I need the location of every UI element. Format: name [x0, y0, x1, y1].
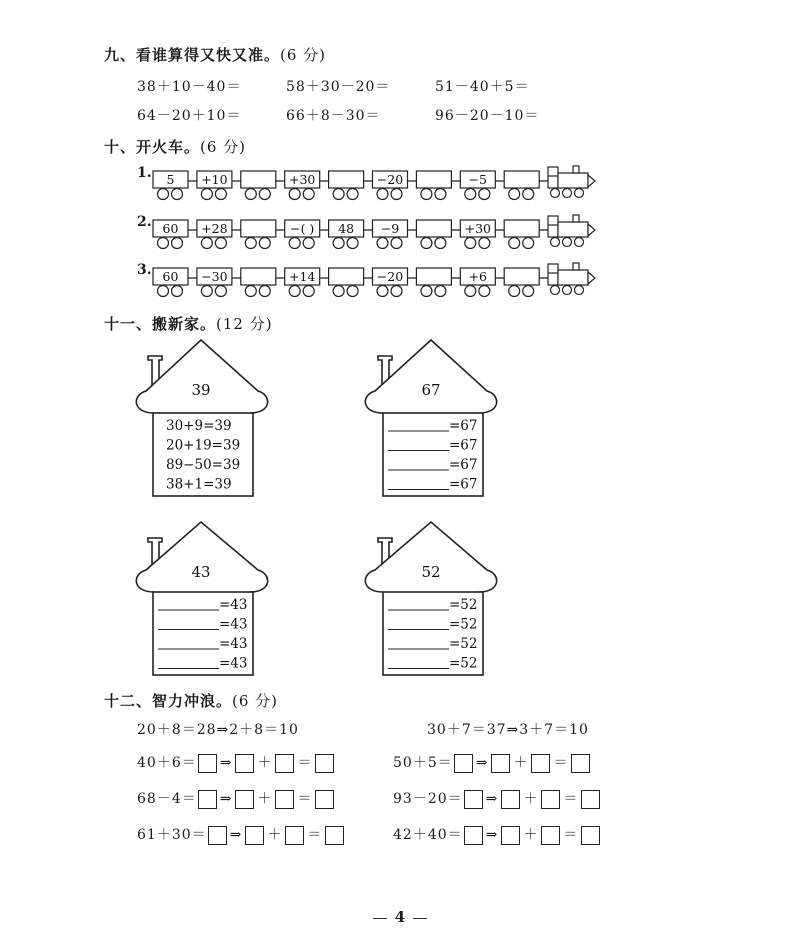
train-wheel	[435, 286, 446, 297]
answer-box[interactable]	[235, 790, 254, 809]
surf-problem-right-3	[393, 824, 601, 845]
train-car	[153, 220, 188, 249]
train-wheel	[158, 286, 169, 297]
arrow-symbol: ⇒	[229, 827, 243, 843]
train-wheel	[377, 286, 388, 297]
train-car-body	[241, 220, 276, 237]
locomotive-wheel	[563, 286, 572, 295]
arrow-symbol: ⇒	[485, 827, 499, 843]
example-equation: 30＋7＝37⇒3＋7＝10	[427, 722, 589, 738]
train-car-label: −30	[201, 269, 228, 284]
train-car	[416, 268, 451, 297]
plus-symbol: ＋	[257, 755, 273, 771]
answer-box[interactable]	[315, 790, 334, 809]
locomotive-wheel	[575, 238, 584, 247]
answer-box[interactable]	[198, 754, 217, 773]
train-car	[197, 220, 232, 249]
locomotive-wheel	[575, 286, 584, 295]
train-car-label: −9	[380, 221, 400, 236]
train-wheel	[201, 286, 212, 297]
house-icon	[365, 522, 496, 675]
calc-problem: 58＋30－20＝	[286, 79, 391, 95]
train-car-label: +30	[289, 172, 316, 187]
train	[153, 215, 595, 249]
train-car	[241, 268, 276, 297]
equals-symbol: ＝	[563, 791, 579, 807]
answer-box[interactable]	[541, 826, 560, 845]
arrow-symbol: ⇒	[219, 791, 233, 807]
train-car-body	[504, 220, 539, 237]
locomotive-chimney	[573, 215, 579, 222]
footer-dash	[373, 918, 387, 919]
train-car	[241, 171, 276, 200]
train-car-label: +6	[468, 269, 488, 284]
train-car-body	[416, 268, 451, 285]
section-10-points: (6 分)	[200, 138, 247, 156]
locomotive-wheel	[551, 286, 560, 295]
plus-symbol: ＋	[523, 827, 539, 843]
answer-box[interactable]	[245, 826, 264, 845]
train-car-label: −20	[376, 172, 404, 187]
answer-box[interactable]	[454, 754, 473, 773]
train-wheel	[509, 189, 520, 200]
train-wheel	[391, 286, 402, 297]
answer-box[interactable]	[464, 790, 483, 809]
locomotive-wheel	[551, 189, 560, 198]
locomotive-wheel	[563, 189, 572, 198]
train-car	[460, 220, 495, 249]
train-car	[373, 171, 408, 200]
house-equation: =52	[449, 655, 478, 672]
train-car	[504, 171, 539, 200]
answer-box[interactable]	[208, 826, 227, 845]
train-car	[197, 268, 232, 297]
train-wheel	[347, 189, 358, 200]
train-wheel	[377, 238, 388, 249]
locomotive-boiler	[558, 270, 588, 285]
answer-box[interactable]	[198, 790, 217, 809]
house-equation: =67	[449, 476, 478, 493]
plus-symbol: ＋	[513, 755, 529, 771]
house-equation: =52	[449, 597, 478, 613]
locomotive-wheel	[575, 189, 584, 198]
houses-diagram	[0, 330, 800, 690]
equals-symbol: ＝	[297, 755, 313, 771]
train-wheel	[245, 238, 256, 249]
train-wheel	[465, 286, 476, 297]
train-car-label: +30	[464, 221, 491, 236]
surf-expression: 40＋6＝	[137, 755, 197, 771]
train-wheel	[421, 238, 432, 249]
train-car-label: −20	[376, 269, 404, 284]
answer-box[interactable]	[571, 754, 590, 773]
equals-symbol: ＝	[297, 791, 313, 807]
house-equation: 89−50=39	[166, 457, 241, 473]
plus-symbol: ＋	[523, 791, 539, 807]
train-car-label: 48	[338, 221, 355, 236]
train-wheel	[259, 238, 270, 249]
train-wheel	[303, 286, 314, 297]
locomotive-nose	[588, 175, 595, 187]
locomotive-wheel	[563, 238, 572, 247]
train-car-body	[416, 220, 451, 237]
answer-box[interactable]	[541, 790, 560, 809]
calc-problem: 64－20＋10＝	[137, 108, 242, 124]
train-wheel	[421, 286, 432, 297]
arrow-symbol: ⇒	[475, 755, 489, 771]
arrow-symbol: ⇒	[485, 791, 499, 807]
equals-symbol: ＝	[563, 827, 579, 843]
train-wheel	[377, 189, 388, 200]
train-car-label: −5	[468, 172, 488, 187]
train-car	[329, 268, 364, 297]
answer-box[interactable]	[501, 790, 520, 809]
section-11-title: 十一、搬新家。	[104, 315, 217, 333]
house-equation: =43	[219, 597, 248, 613]
section-12-points: (6 分)	[232, 692, 279, 710]
locomotive-cab	[548, 264, 558, 285]
example-equation: 20＋8＝28⇒2＋8＝10	[137, 722, 299, 738]
train-label: 1.	[137, 165, 152, 181]
train-wheel	[201, 189, 212, 200]
equals-symbol: ＝	[307, 827, 323, 843]
house-roof	[365, 522, 496, 592]
train-wheel	[259, 286, 270, 297]
train-wheel	[303, 238, 314, 249]
train-car	[153, 268, 188, 297]
surf-problem-right-1	[393, 752, 591, 773]
train-car	[329, 220, 364, 249]
surf-problem-left-3	[137, 824, 345, 845]
train-car	[416, 171, 451, 200]
train-car	[285, 268, 320, 297]
train-wheel	[523, 286, 534, 297]
train-wheel	[391, 189, 402, 200]
train-car-body	[241, 268, 276, 285]
locomotive-boiler	[558, 222, 588, 237]
answer-box[interactable]	[581, 790, 600, 809]
page-footer	[0, 908, 800, 926]
train-wheel	[259, 189, 270, 200]
trains-diagram	[0, 0, 800, 310]
train-wheel	[421, 189, 432, 200]
house-equation: 20+19=39	[166, 437, 241, 454]
train-car-label: 60	[162, 269, 179, 284]
section-9-title: 九、看谁算得又快又准。	[104, 46, 281, 64]
answer-box[interactable]	[464, 826, 483, 845]
train-car	[460, 268, 495, 297]
surf-expression: 68－4＝	[137, 791, 197, 807]
train-car	[153, 171, 188, 200]
surf-problem-left-1	[137, 752, 335, 773]
house-icon	[365, 340, 496, 496]
answer-box[interactable]	[491, 754, 510, 773]
house-roof	[136, 522, 267, 592]
train-wheel	[158, 189, 169, 200]
train-wheel	[172, 189, 183, 200]
section-9-points: (6 分)	[280, 46, 327, 64]
locomotive-boiler	[558, 173, 588, 188]
train-wheel	[347, 238, 358, 249]
train	[153, 263, 595, 297]
house-equation: 38+1=39	[166, 476, 232, 493]
house-equation: 30+9=39	[166, 418, 232, 434]
plus-symbol: ＋	[267, 827, 283, 843]
house-equation: =67	[449, 418, 478, 434]
answer-box[interactable]	[235, 754, 254, 773]
train-car-body	[329, 268, 364, 285]
locomotive-cab	[548, 167, 558, 188]
train-wheel	[215, 189, 226, 200]
section-11-points: (12 分)	[216, 315, 273, 333]
locomotive-wheel	[551, 238, 560, 247]
plus-symbol: ＋	[257, 791, 273, 807]
house-icon	[136, 522, 267, 675]
locomotive-icon	[548, 215, 595, 247]
house-icon	[136, 340, 267, 496]
house-number: 67	[421, 381, 441, 399]
answer-box[interactable]	[275, 754, 294, 773]
train-car	[373, 268, 408, 297]
equals-symbol: ＝	[553, 755, 569, 771]
section-12-title: 十二、智力冲浪。	[104, 692, 233, 710]
train-wheel	[333, 189, 344, 200]
surf-expression: 50＋5＝	[393, 755, 453, 771]
answer-box[interactable]	[275, 790, 294, 809]
locomotive-cab	[548, 216, 558, 237]
train-car	[373, 220, 408, 249]
locomotive-chimney	[573, 166, 579, 173]
train-car	[460, 171, 495, 200]
train-wheel	[465, 189, 476, 200]
train-wheel	[289, 189, 300, 200]
train-car-label: 60	[162, 221, 179, 236]
calc-problem: 38＋10－40＝	[137, 79, 242, 95]
train	[153, 166, 595, 200]
answer-box[interactable]	[325, 826, 344, 845]
train-wheel	[245, 189, 256, 200]
train-wheel	[523, 238, 534, 249]
house-number: 52	[421, 563, 441, 581]
train-wheel	[215, 286, 226, 297]
train-car-body	[329, 171, 364, 188]
locomotive-icon	[548, 166, 595, 198]
answer-box[interactable]	[315, 754, 334, 773]
train-wheel	[479, 238, 490, 249]
train-wheel	[509, 286, 520, 297]
train-car	[285, 220, 320, 249]
surf-expression: 93－20＝	[393, 791, 463, 807]
calc-problem: 66＋8－30＝	[286, 108, 381, 124]
arrow-symbol: ⇒	[219, 755, 233, 771]
train-car-label: +28	[201, 221, 228, 236]
train-wheel	[435, 238, 446, 249]
locomotive-nose	[588, 272, 595, 284]
train-wheel	[465, 238, 476, 249]
train-wheel	[245, 286, 256, 297]
house-equation: =67	[449, 457, 478, 473]
house-number: 39	[191, 381, 211, 399]
calc-problem: 96－20－10＝	[435, 108, 540, 124]
house-equation: =52	[449, 636, 478, 652]
surf-problem-left-2	[137, 788, 335, 809]
train-car	[504, 268, 539, 297]
calc-problem: 51－40＋5＝	[435, 79, 530, 95]
train-wheel	[435, 189, 446, 200]
train-car	[504, 220, 539, 249]
train-car-label: +10	[201, 172, 228, 187]
train-car-label: +14	[289, 269, 316, 284]
answer-box[interactable]	[501, 826, 520, 845]
surf-expression: 61＋30＝	[137, 827, 207, 843]
train-wheel	[303, 189, 314, 200]
train-wheel	[333, 286, 344, 297]
house-roof	[365, 340, 496, 413]
section-12-heading	[104, 690, 278, 711]
train-wheel	[158, 238, 169, 249]
locomotive-nose	[588, 224, 595, 236]
train-wheel	[509, 238, 520, 249]
train-car-label: 5	[166, 172, 175, 187]
train-wheel	[523, 189, 534, 200]
train-car	[241, 220, 276, 249]
train-wheel	[215, 238, 226, 249]
train-car	[329, 171, 364, 200]
train-car-body	[416, 171, 451, 188]
surf-expression: 42＋40＝	[393, 827, 463, 843]
train-car-label: −( )	[290, 221, 315, 236]
train-car-body	[504, 268, 539, 285]
train-wheel	[289, 286, 300, 297]
house-equation: =43	[219, 655, 248, 672]
train-wheel	[333, 238, 344, 249]
train-car-body	[241, 171, 276, 188]
page-number: 4	[394, 908, 406, 926]
house-roof	[136, 340, 267, 413]
train-wheel	[172, 238, 183, 249]
train-wheel	[479, 189, 490, 200]
train-wheel	[347, 286, 358, 297]
footer-dash	[413, 918, 427, 919]
train-car-body	[504, 171, 539, 188]
house-number: 43	[191, 563, 211, 581]
train-car	[197, 171, 232, 200]
house-equation: =52	[449, 616, 478, 633]
house-equation: =43	[219, 616, 248, 633]
train-label: 2.	[137, 214, 152, 230]
surf-problem-right-2	[393, 788, 601, 809]
train-car	[285, 171, 320, 200]
section-10-title: 十、开火车。	[104, 138, 201, 156]
answer-box[interactable]	[285, 826, 304, 845]
train-wheel	[479, 286, 490, 297]
train-car	[416, 220, 451, 249]
house-equation: =43	[219, 636, 248, 652]
train-wheel	[201, 238, 212, 249]
train-wheel	[289, 238, 300, 249]
answer-box[interactable]	[581, 826, 600, 845]
train-wheel	[172, 286, 183, 297]
train-label: 3.	[137, 262, 152, 278]
answer-box[interactable]	[531, 754, 550, 773]
locomotive-chimney	[573, 263, 579, 270]
train-wheel	[391, 238, 402, 249]
house-equation: =67	[449, 437, 478, 454]
locomotive-icon	[548, 263, 595, 295]
